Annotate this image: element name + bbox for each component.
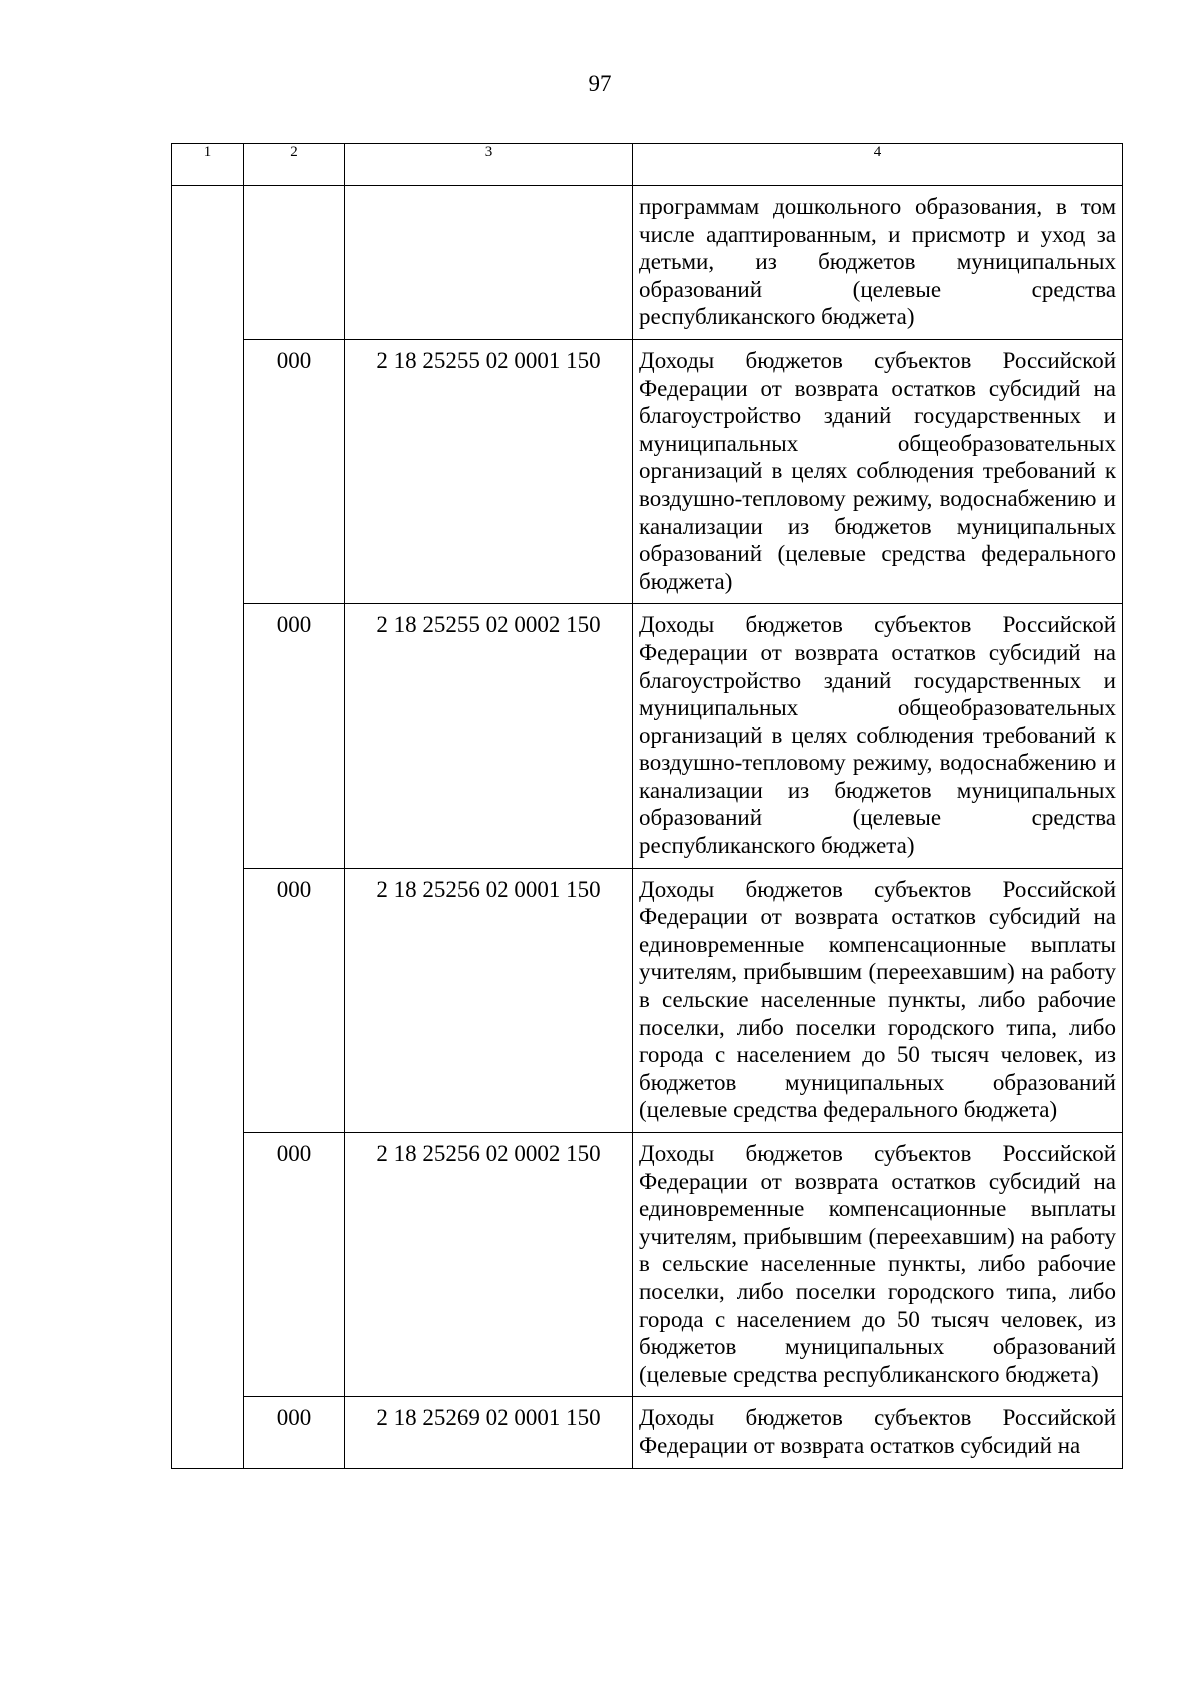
admin-code-cell: 000	[244, 1133, 345, 1397]
column-header-1: 1	[172, 144, 244, 186]
description-cell: программам дошкольного образования, в том числе адаптированным, и присмотр и уход за детьми, из бюджетов муниципальных образований (целевые средства республиканского бюджета)	[633, 186, 1123, 340]
table-row	[172, 604, 1123, 868]
budget-code-cell: 2 18 25256 02 0002 150	[345, 1133, 633, 1397]
budget-code-cell: 2 18 25255 02 0002 150	[345, 604, 633, 868]
budget-code-cell: 2 18 25255 02 0001 150	[345, 339, 633, 603]
admin-code-cell	[244, 186, 345, 340]
admin-code-cell: 000	[244, 868, 345, 1132]
table-header-row	[172, 144, 1123, 186]
budget-code-cell: 2 18 25269 02 0001 150	[345, 1397, 633, 1468]
admin-code-cell: 000	[244, 1397, 345, 1468]
budget-code-cell: 2 18 25256 02 0001 150	[345, 868, 633, 1132]
column-1-cell	[172, 186, 244, 1469]
table-row	[172, 868, 1123, 1132]
description-cell: Доходы бюджетов субъектов Российской Федерации от возврата остатков субсидий на благоустройство зданий государственных и муниципальных общеобразовательных организаций в целях соблюдения требований к воздушно-тепловому режиму, водоснабжению и канализации из бюджетов муниципальных образований (целевые средства федерального бюджета)	[633, 339, 1123, 603]
table-row	[172, 1133, 1123, 1397]
description-cell: Доходы бюджетов субъектов Российской Федерации от возврата остатков субсидий на	[633, 1397, 1123, 1468]
admin-code-cell: 000	[244, 339, 345, 603]
budget-code-cell	[345, 186, 633, 340]
page-number: 97	[588, 71, 612, 96]
table-row	[172, 1397, 1123, 1468]
description-cell: Доходы бюджетов субъектов Российской Федерации от возврата остатков субсидий на благоустройство зданий государственных и муниципальных общеобразовательных организаций в целях соблюдения требований к воздушно-тепловому режиму, водоснабжению и канализации из бюджетов муниципальных образований (целевые средства республиканского бюджета)	[633, 604, 1123, 868]
column-header-3: 3	[345, 144, 633, 186]
column-header-2: 2	[244, 144, 345, 186]
budget-codes-table	[171, 143, 1123, 1469]
description-cell: Доходы бюджетов субъектов Российской Федерации от возврата остатков субсидий на единовременные компенсационные выплаты учителям, прибывшим (переехавшим) на работу в сельские населенные пункты, либо рабочие поселки, либо поселки городского типа, либо города с населением до 50 тысяч человек, из бюджетов муниципальных образований (целевые средства федерального бюджета)	[633, 868, 1123, 1132]
column-header-4: 4	[633, 144, 1123, 186]
table-row	[172, 186, 1123, 340]
table-row	[172, 339, 1123, 603]
description-cell: Доходы бюджетов субъектов Российской Федерации от возврата остатков субсидий на единовременные компенсационные выплаты учителям, прибывшим (переехавшим) на работу в сельские населенные пункты, либо рабочие поселки, либо поселки городского типа, либо города с населением до 50 тысяч человек, из бюджетов муниципальных образований (целевые средства республиканского бюджета)	[633, 1133, 1123, 1397]
admin-code-cell: 000	[244, 604, 345, 868]
